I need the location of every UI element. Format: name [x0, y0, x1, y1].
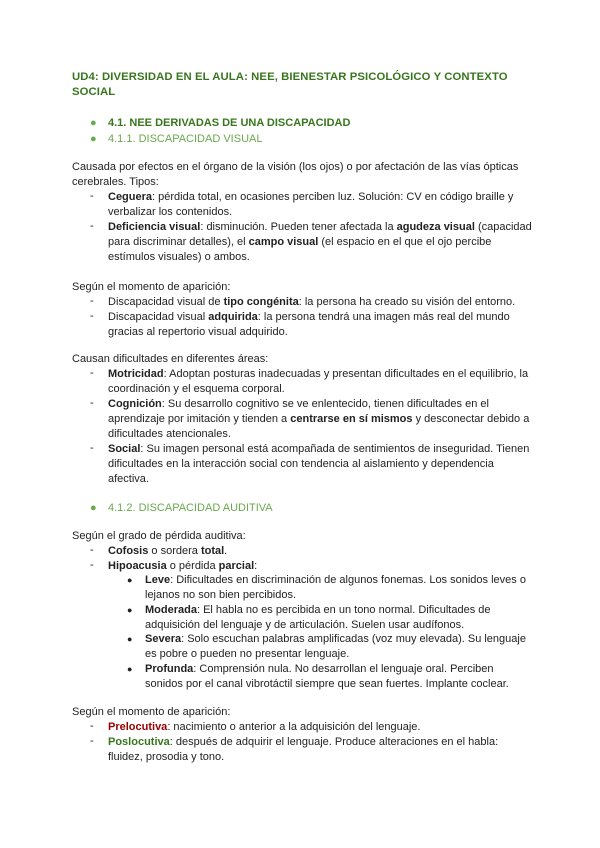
- term: Deficiencia visual: [108, 221, 201, 233]
- term: campo visual: [248, 236, 319, 248]
- heading-nee-text: 4.1. NEE DERIVADAS DE UNA DISCAPACIDAD: [108, 117, 351, 129]
- dash-mark: -: [90, 190, 94, 202]
- dash-mark: -: [90, 220, 94, 232]
- term: Profunda: [145, 663, 194, 675]
- item-text: : Comprensión nula. No desarrollan el lenguaje oral. Perciben sonidos por el canal vibrotáctil siempre que sean fuertes. Implante coclear.: [145, 663, 509, 690]
- item-text: : Solo escuchan palabras amplificadas (voz muy elevada). Su lenguaje es pobre o pueden no presentar lenguaje.: [145, 633, 526, 660]
- item-text: .: [224, 545, 228, 557]
- visual-moment-intro: Según el momento de aparición:: [72, 281, 231, 293]
- bullet-icon: ●: [127, 664, 133, 674]
- item-text: : la persona tendrá una imagen más real del mundo gracias al repertorio visual adquirido.: [108, 311, 510, 338]
- item-text: : Adoptan posturas inadecuadas y presentan dificultades en el equilibrio, la coordinación y el esquema corporal.: [108, 368, 529, 395]
- item-text: y desconectar debido a dificultades atencionales.: [108, 413, 530, 440]
- item-text: o sordera: [148, 545, 201, 557]
- item-text: Discapacidad visual de: [108, 296, 224, 308]
- bullet-icon: ●: [127, 575, 133, 585]
- item-text: : disminución. Pueden tener afectada la: [200, 221, 397, 233]
- term: Motricidad: [108, 368, 164, 380]
- dash-mark: -: [90, 559, 94, 571]
- term: Social: [108, 443, 141, 455]
- item-text: : Su imagen personal está acompañada de sentimientos de inseguridad. Tienen dificultades en la interacción social con tendencia al aislamiento y dependencia afectiva.: [108, 443, 530, 485]
- term: adquirida: [208, 311, 258, 323]
- page-title: UD4: DIVERSIDAD EN EL AULA: NEE, BIENESTAR PSICOLÓGICO Y CONTEXTO SOCIAL: [72, 71, 508, 98]
- term: Hipoacusia: [108, 560, 167, 572]
- bullet-icon: ●: [127, 605, 133, 615]
- item-text: : la persona ha creado su visión del entorno.: [298, 296, 516, 308]
- term: Severa: [145, 633, 182, 645]
- term: tipo congénita: [223, 296, 299, 308]
- term: Cofosis: [108, 545, 149, 557]
- term: Cognición: [108, 398, 162, 410]
- item-text: : Dificultades en discriminación de algunos fonemas. Los sonidos leves o lejanos no son bien percibidos.: [145, 574, 526, 601]
- heading-visual-text: 4.1.1. DISCAPACIDAD VISUAL: [108, 133, 263, 145]
- item-text: : Su desarrollo cognitivo se ve enlentecido, tienen dificultades en el aprendizaje por imitación y tienden a: [108, 398, 489, 425]
- term: Moderada: [145, 604, 197, 616]
- bullet-icon: ●: [127, 634, 133, 644]
- term: centrarse en sí mismos: [290, 413, 413, 425]
- item-text: (capacidad para discriminar detalles), el: [108, 221, 532, 248]
- item-text: :: [254, 560, 258, 572]
- dash-mark: -: [90, 310, 94, 322]
- dash-mark: -: [90, 295, 94, 307]
- auditiva-grade-intro: Según el grado de pérdida auditiva:: [72, 530, 246, 542]
- item-text: Discapacidad visual: [108, 311, 209, 323]
- term: agudeza visual: [396, 221, 475, 233]
- term-prelocutiva: Prelocutiva: [108, 721, 168, 733]
- term-poslocutiva: Poslocutiva: [108, 736, 170, 748]
- bullet-icon: ●: [90, 502, 97, 514]
- item-text: : nacimiento o anterior a la adquisición del lenguaje.: [167, 721, 421, 733]
- visual-intro: Causada por efectos en el órgano de la visión (los ojos) o por afectación de las vías ópticas cerebrales. Tipos:: [72, 161, 519, 188]
- dash-mark: -: [90, 720, 94, 732]
- dash-mark: -: [90, 367, 94, 379]
- dash-mark: -: [90, 544, 94, 556]
- bullet-icon: ●: [90, 117, 97, 129]
- term: parcial: [218, 560, 255, 572]
- item-text: : pérdida total, en ocasiones perciben luz. Solución: CV en código braille y verbalizar los contenidos.: [108, 191, 514, 218]
- auditiva-moment-intro: Según el momento de aparición:: [72, 706, 231, 718]
- dash-mark: -: [90, 442, 94, 454]
- item-text: : después de adquirir el lenguaje. Produce alteraciones en el habla: fluidez, prosodia y tono.: [108, 736, 499, 763]
- term: total: [200, 545, 225, 557]
- bullet-icon: ●: [90, 133, 97, 145]
- dash-mark: -: [90, 735, 94, 747]
- item-text: o pérdida: [166, 560, 219, 572]
- term: Ceguera: [108, 191, 153, 203]
- heading-auditiva-text: 4.1.2. DISCAPACIDAD AUDITIVA: [108, 502, 273, 514]
- term: Leve: [145, 574, 171, 586]
- dash-mark: -: [90, 397, 94, 409]
- item-text: (el espacio en el que el ojo percibe estímulos visuales) o ambos.: [108, 236, 492, 263]
- item-text: : El habla no es percibida en un tono normal. Dificultades de adquisición del lenguaje y de articulación. Suelen usar audífonos.: [145, 604, 491, 631]
- visual-areas-intro: Causan dificultades en diferentes áreas:: [72, 353, 269, 365]
